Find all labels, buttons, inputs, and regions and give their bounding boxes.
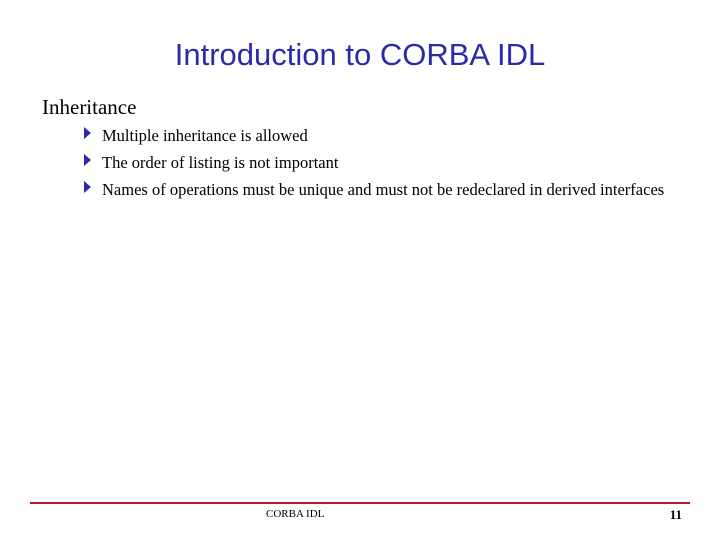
list-item — [84, 151, 674, 175]
footer-label: CORBA IDL — [266, 508, 325, 520]
bullet-list — [84, 124, 674, 205]
bullet-text: Names of operations must be unique and must not be redeclared in derived interfaces — [102, 180, 665, 199]
section-heading: Inheritance — [42, 95, 137, 119]
page-number: 11 — [669, 507, 682, 522]
bullet-text: Multiple inheritance is allowed — [102, 126, 308, 145]
triangle-right-icon — [84, 181, 91, 193]
triangle-right-icon — [84, 154, 91, 166]
slide-title: Introduction to CORBA IDL — [174, 37, 546, 72]
triangle-right-icon — [84, 127, 91, 139]
list-item — [84, 124, 674, 148]
list-item — [84, 178, 674, 202]
bullet-text: The order of listing is not important — [102, 153, 339, 172]
footer-divider — [30, 502, 690, 504]
